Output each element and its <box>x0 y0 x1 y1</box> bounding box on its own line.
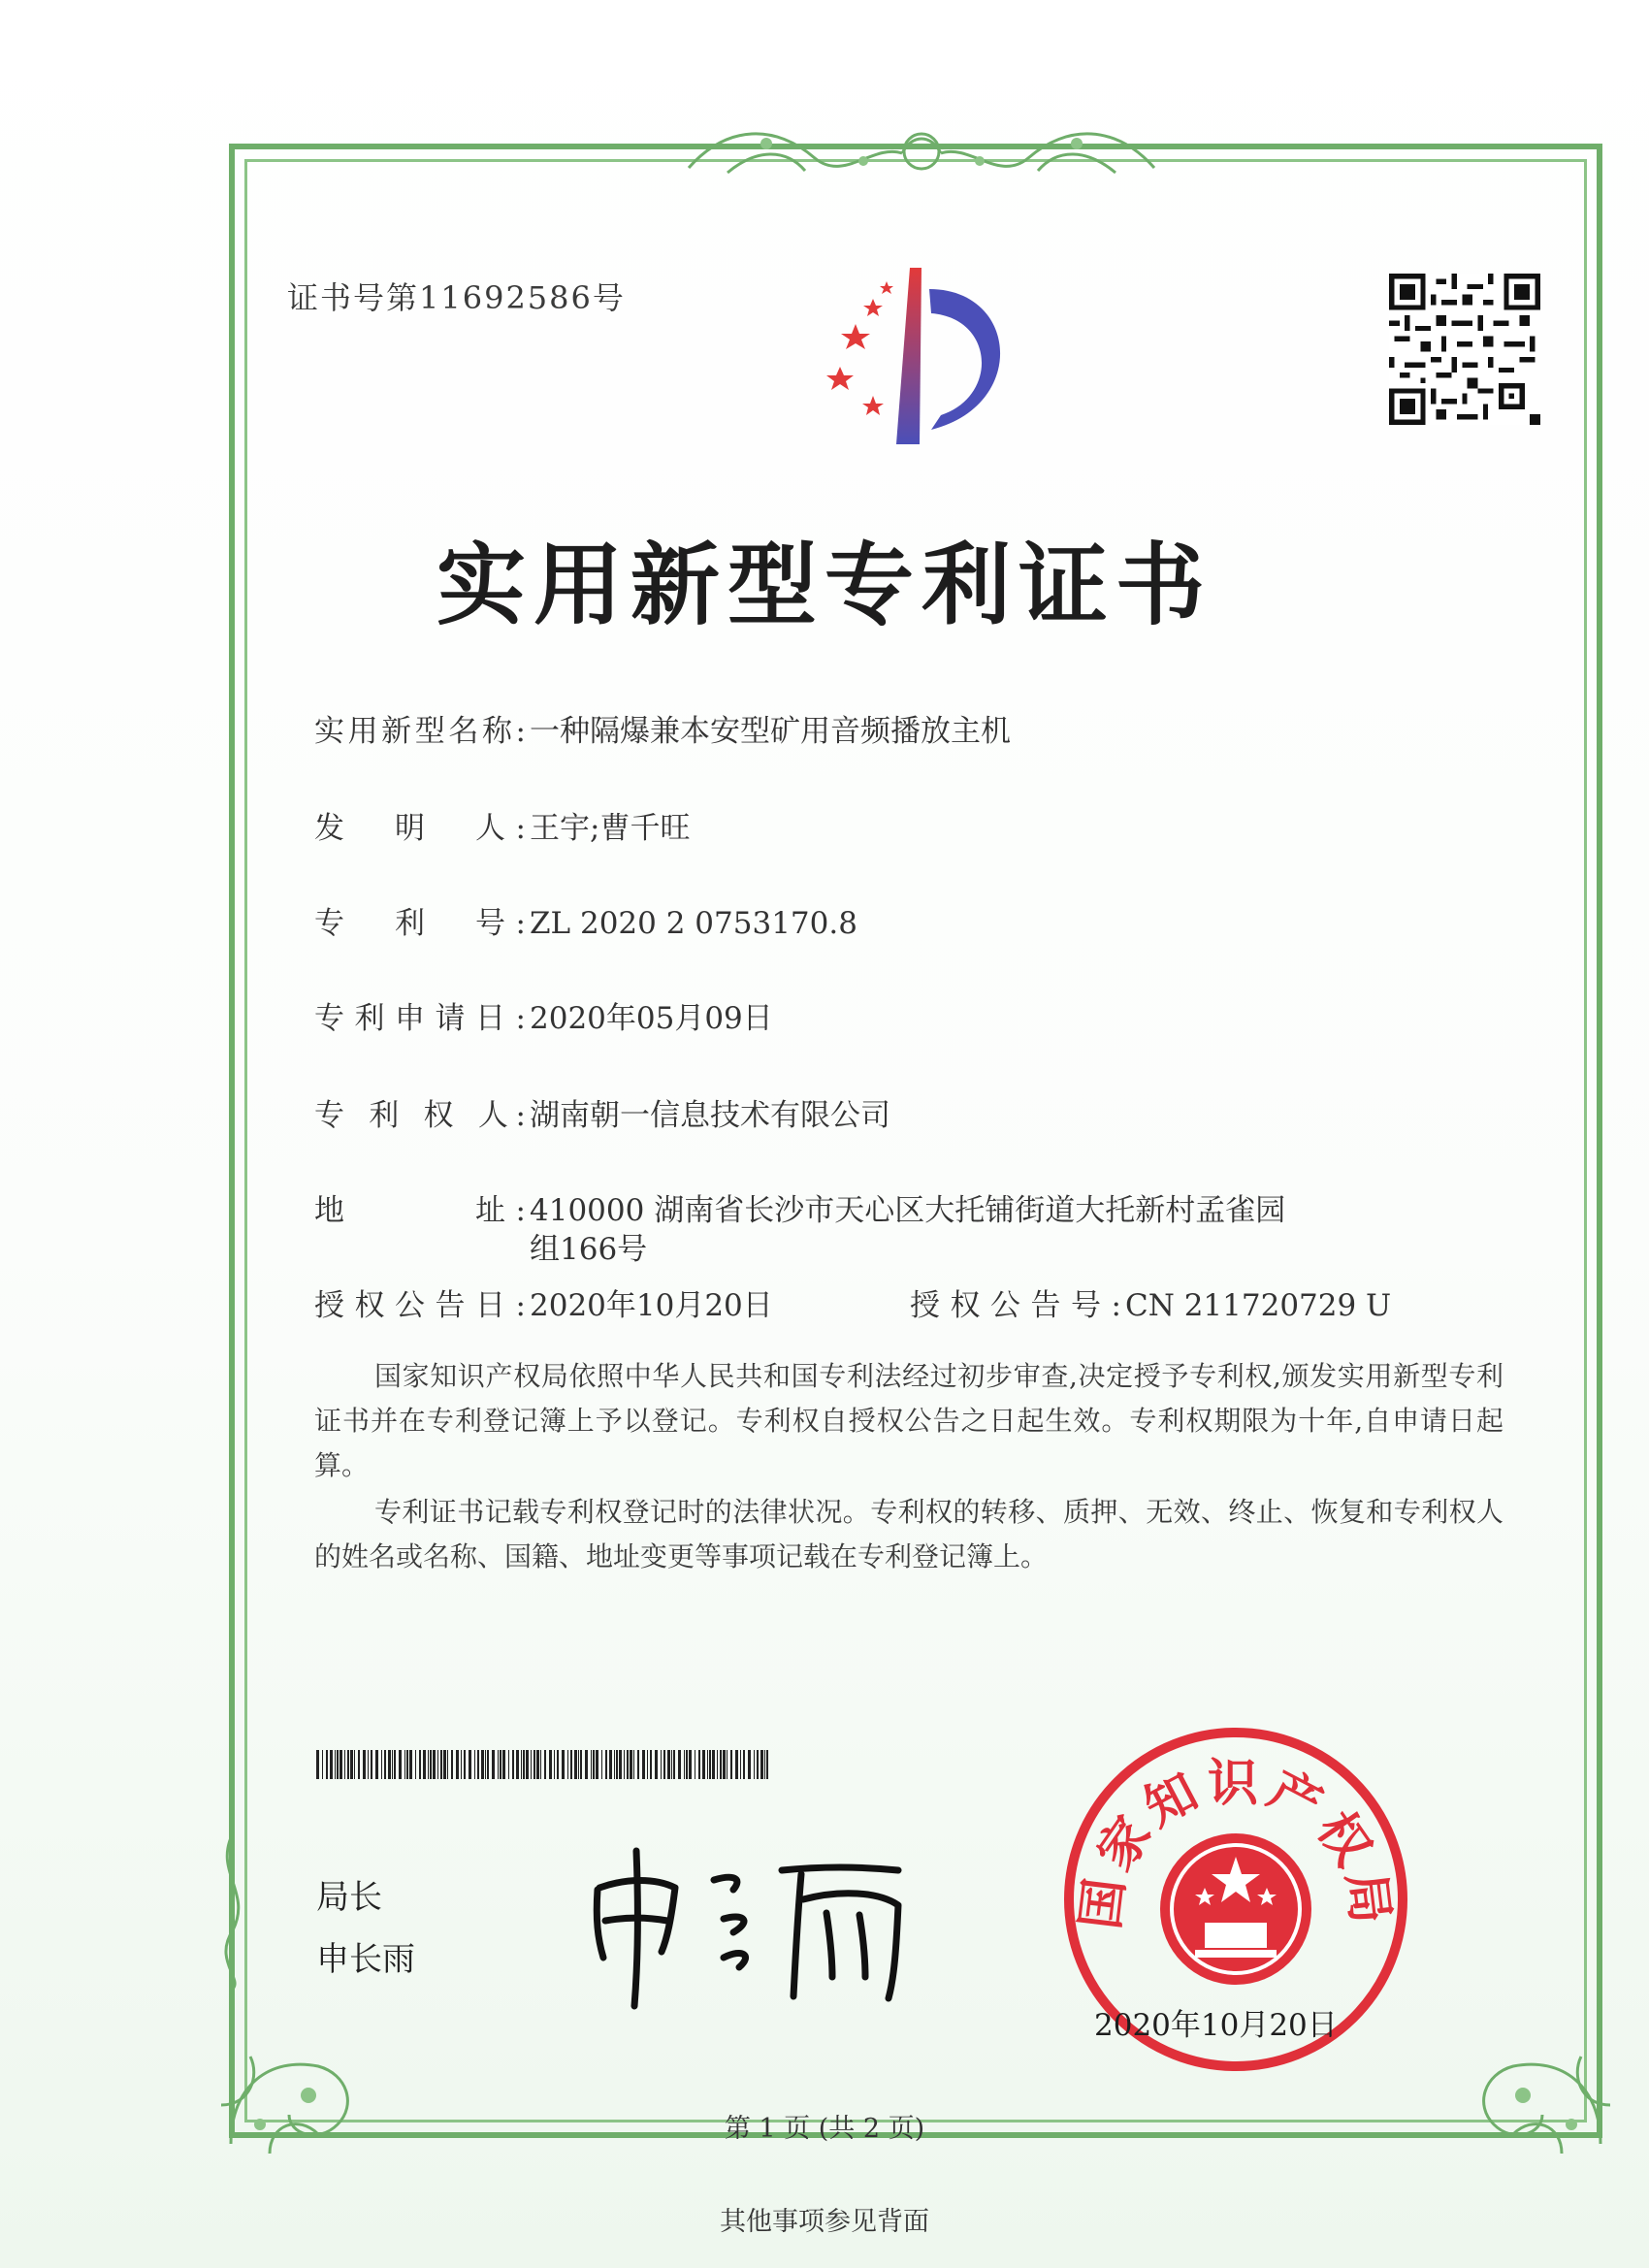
field-grant-number <box>910 1280 1391 1324</box>
patentee-value: 湖南朝一信息技术有限公司 <box>530 1098 890 1133</box>
field-patent-number <box>314 898 857 942</box>
paragraph-grant-notice: 国家知识产权局依照中华人民共和国专利法经过初步审查,决定授予专利权,颁发实用新型专利证书并在专利登记簿上予以登记。专利权自授权公告之日起生效。专利权期限为十年,自申请日起算。 <box>314 1360 1504 1481</box>
director-name: 申长雨 <box>316 1940 415 1979</box>
field-model-name <box>314 706 1011 750</box>
field-address <box>314 1185 1285 1229</box>
model-name-label: 实用新型名称: <box>314 714 526 749</box>
patent-number-value: ZL 2020 2 0753170.8 <box>530 906 857 941</box>
grant-number-label: 授权公告号: <box>910 1288 1121 1323</box>
seal-date: 2020年10月20日 <box>1094 2008 1338 2043</box>
filing-date-value: 2020年05月09日 <box>530 1001 773 1036</box>
top-ornament-icon <box>669 114 1174 192</box>
paragraph-legal-status: 专利证书记载专利权登记时的法律状况。专利权的转移、质押、无效、终止、恢复和专利权人的姓名或名称、国籍、地址变更等事项记载在专利登记簿上。 <box>314 1496 1504 1572</box>
page-number: 第 1 页 (共 2 页) <box>724 2114 925 2144</box>
director-title: 局长 <box>316 1878 382 1917</box>
model-name-value: 一种隔爆兼本安型矿用音频播放主机 <box>530 714 1011 749</box>
address-value-line1: 410000 湖南省长沙市天心区大托铺街道大托新村孟雀园 <box>530 1193 1286 1228</box>
certificate-title: 实用新型专利证书 <box>436 533 1212 637</box>
patent-number-label: 专 利 号: <box>314 906 526 941</box>
address-value-line2: 组166号 <box>530 1232 648 1267</box>
grant-date-value: 2020年10月20日 <box>530 1288 773 1323</box>
grant-number-value: CN 211720729 U <box>1125 1288 1392 1323</box>
filing-date-label: 专利申请日: <box>314 1001 526 1036</box>
field-filing-date <box>314 993 773 1037</box>
barcode-icon <box>316 1750 772 1779</box>
inventor-value: 王宇;曹千旺 <box>530 811 691 846</box>
field-patentee <box>314 1090 890 1134</box>
field-grant-date <box>314 1280 773 1324</box>
qr-code-icon <box>1389 274 1540 425</box>
address-label: 地 址: <box>314 1193 526 1228</box>
back-note: 其他事项参见背面 <box>720 2207 929 2237</box>
signature-icon <box>578 1831 927 2016</box>
left-side-ornament-icon <box>213 1833 252 1989</box>
inventor-label: 发 明 人: <box>314 811 526 846</box>
grant-date-label: 授权公告日: <box>314 1288 526 1323</box>
seal-text: 国家知识产权局 <box>1071 1755 1401 1933</box>
field-inventor <box>314 803 690 847</box>
patentee-label: 专 利 权 人: <box>314 1098 526 1133</box>
cnipa-logo-icon <box>795 260 1048 454</box>
certificate-number: 证书号第11692586号 <box>287 279 626 316</box>
